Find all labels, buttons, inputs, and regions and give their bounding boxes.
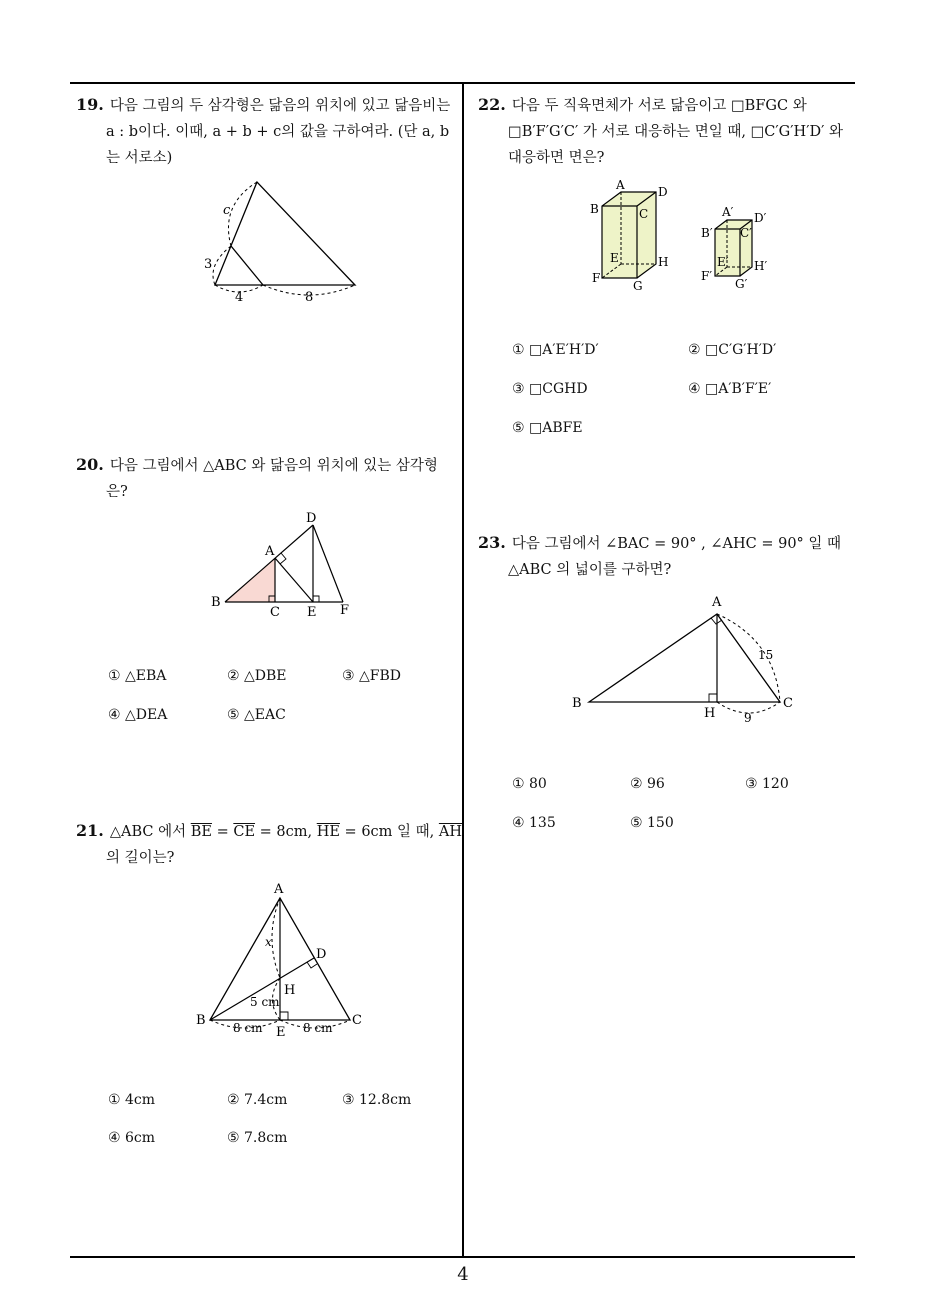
label-e: E: [610, 251, 619, 265]
right-angle-a: [280, 553, 286, 564]
label-d: D: [306, 511, 317, 526]
question-text: 대응하면 면은?: [508, 150, 605, 166]
question-text: 다음 두 직육면체가 서로 닮음이고 □BFGC 와: [511, 98, 807, 114]
label-5cm: 5 cm: [250, 995, 280, 1009]
label-a: A: [265, 544, 275, 559]
label-h: H: [284, 983, 296, 998]
question-text: a : b이다. 이때, a + b + c의 값을 구하여라. (단 a, b: [106, 124, 450, 140]
choice-3[interactable]: ③ 120: [745, 776, 789, 792]
label-c: C: [783, 696, 793, 711]
label-b: B: [211, 595, 221, 610]
q22-figure: [585, 176, 780, 291]
question-21: 21. △ABC 에서 $\overline{BE} = \overline{CE} = 8cm$, $\overline{HE} = 6cm$ 일 때, $\overline{AH}$ 의 길이는?: [76, 818, 458, 871]
label-a-prime: A′: [722, 205, 734, 219]
line-bd: [210, 958, 314, 1020]
right-angle-h: [709, 694, 717, 702]
label-f: F: [592, 271, 601, 285]
choice-2[interactable]: ② 7.4cm: [227, 1092, 288, 1108]
choice-1[interactable]: ① 4cm: [108, 1092, 156, 1108]
label-c: c: [223, 203, 231, 218]
line-df: [313, 525, 343, 602]
question-text: 의 길이는?: [106, 850, 175, 866]
column-divider: [462, 82, 464, 1258]
question-text: 는 서로소): [106, 150, 173, 166]
choice-5[interactable]: ⑤ 7.8cm: [227, 1130, 288, 1146]
label-9: 9: [744, 711, 752, 725]
choice-4[interactable]: ④ △DEA: [108, 707, 168, 723]
choice-1[interactable]: ① 80: [512, 776, 547, 792]
q19-figure: [195, 175, 365, 310]
label-d: D: [658, 185, 668, 199]
right-angle-e: [280, 1012, 288, 1020]
label-e: E: [276, 1025, 286, 1040]
label-g: G: [633, 279, 643, 291]
q23-figure: [565, 590, 805, 730]
choice-1[interactable]: ① □A′E′H′D′: [512, 342, 599, 358]
page-number: 4: [457, 1264, 469, 1285]
question-number: 23.: [478, 533, 506, 552]
question-23: [478, 530, 856, 583]
label-f: F: [340, 603, 350, 618]
label-h: H: [704, 706, 716, 721]
label-a: A: [712, 595, 722, 610]
question-20: [76, 452, 458, 505]
label-c-prime: C′: [740, 226, 752, 240]
question-text: △ABC 의 넓이를 구하면?: [508, 562, 672, 578]
label-8: 8: [305, 290, 314, 305]
large-triangle: [215, 182, 355, 285]
question-text: 다음 그림에서 △ABC 와 닮음의 위치에 있는 삼각형: [109, 458, 438, 474]
label-3: 3: [204, 257, 213, 272]
choice-5[interactable]: ⑤ △EAC: [227, 707, 286, 723]
question-text: 은?: [106, 484, 128, 500]
choice-5[interactable]: ⑤ □ABFE: [512, 420, 583, 436]
label-g-prime: G′: [735, 277, 748, 291]
label-e: E: [307, 605, 317, 620]
segment-ah: $\overline{AH}$: [438, 824, 462, 840]
right-angle-d: [307, 962, 317, 968]
choice-4[interactable]: ④ □A′B′F′E′: [688, 381, 772, 397]
label-8cm-right: 8 cm: [303, 1021, 333, 1035]
choice-2[interactable]: ② 96: [630, 776, 665, 792]
question-text: 다음 그림의 두 삼각형은 닮음의 위치에 있고 닮음비는: [109, 98, 451, 114]
choice-3[interactable]: ③ 12.8cm: [342, 1092, 412, 1108]
label-h: H: [658, 255, 669, 269]
large-box-side: [637, 192, 656, 278]
large-box-front: [602, 206, 637, 278]
label-e-prime: E′: [717, 255, 729, 269]
q20-figure: [205, 508, 365, 623]
choice-3[interactable]: ③ □CGHD: [512, 381, 588, 397]
right-angle-e: [313, 596, 319, 602]
label-b-prime: B′: [701, 226, 713, 240]
choice-4[interactable]: ④ 135: [512, 815, 556, 831]
q21-figure: [190, 878, 380, 1043]
question-number: 22.: [478, 95, 506, 114]
segment-he: $\overline{HE}$: [316, 824, 340, 840]
label-b: B: [196, 1013, 206, 1028]
label-d-prime: D′: [754, 211, 767, 225]
small-triangle-side: [231, 246, 263, 285]
bottom-rule: [70, 1256, 855, 1258]
question-19: [76, 92, 458, 171]
label-4: 4: [235, 290, 244, 305]
segment-ce: $\overline{CE}$: [233, 824, 256, 840]
line-ae: [275, 558, 313, 602]
question-text: 다음 그림에서 ∠BAC = 90° , ∠AHC = 90° 일 때: [511, 536, 842, 552]
question-text: □B′F′G′C′ 가 서로 대응하는 면일 때, □C′G′H′D′ 와: [508, 124, 844, 140]
label-c: C: [352, 1013, 362, 1028]
label-c: C: [639, 207, 649, 221]
label-a: A: [274, 882, 284, 897]
question-number: 20.: [76, 455, 104, 474]
triangle-abc: [589, 614, 780, 702]
question-22: [478, 92, 856, 171]
choice-2[interactable]: ② □C′G′H′D′: [688, 342, 777, 358]
choice-2[interactable]: ② △DBE: [227, 668, 287, 684]
label-f-prime: F′: [701, 269, 713, 283]
label-8cm-left: 8 cm: [233, 1021, 263, 1035]
choice-5[interactable]: ⑤ 150: [630, 815, 674, 831]
label-x: x: [265, 935, 272, 949]
choice-4[interactable]: ④ 6cm: [108, 1130, 156, 1146]
question-number: 21.: [76, 821, 104, 840]
label-15: 15: [758, 648, 774, 662]
label-b: B: [572, 696, 582, 711]
question-number: 19.: [76, 95, 104, 114]
label-a: A: [616, 178, 625, 192]
choice-1[interactable]: ① △EBA: [108, 668, 167, 684]
label-c: C: [270, 605, 280, 620]
label-h-prime: H′: [754, 259, 768, 273]
choice-3[interactable]: ③ △FBD: [342, 668, 401, 684]
label-b: B: [590, 202, 599, 216]
question-text: △ABC 에서: [109, 824, 191, 840]
segment-be: $\overline{BE}$: [190, 824, 212, 840]
label-d: D: [316, 947, 327, 962]
